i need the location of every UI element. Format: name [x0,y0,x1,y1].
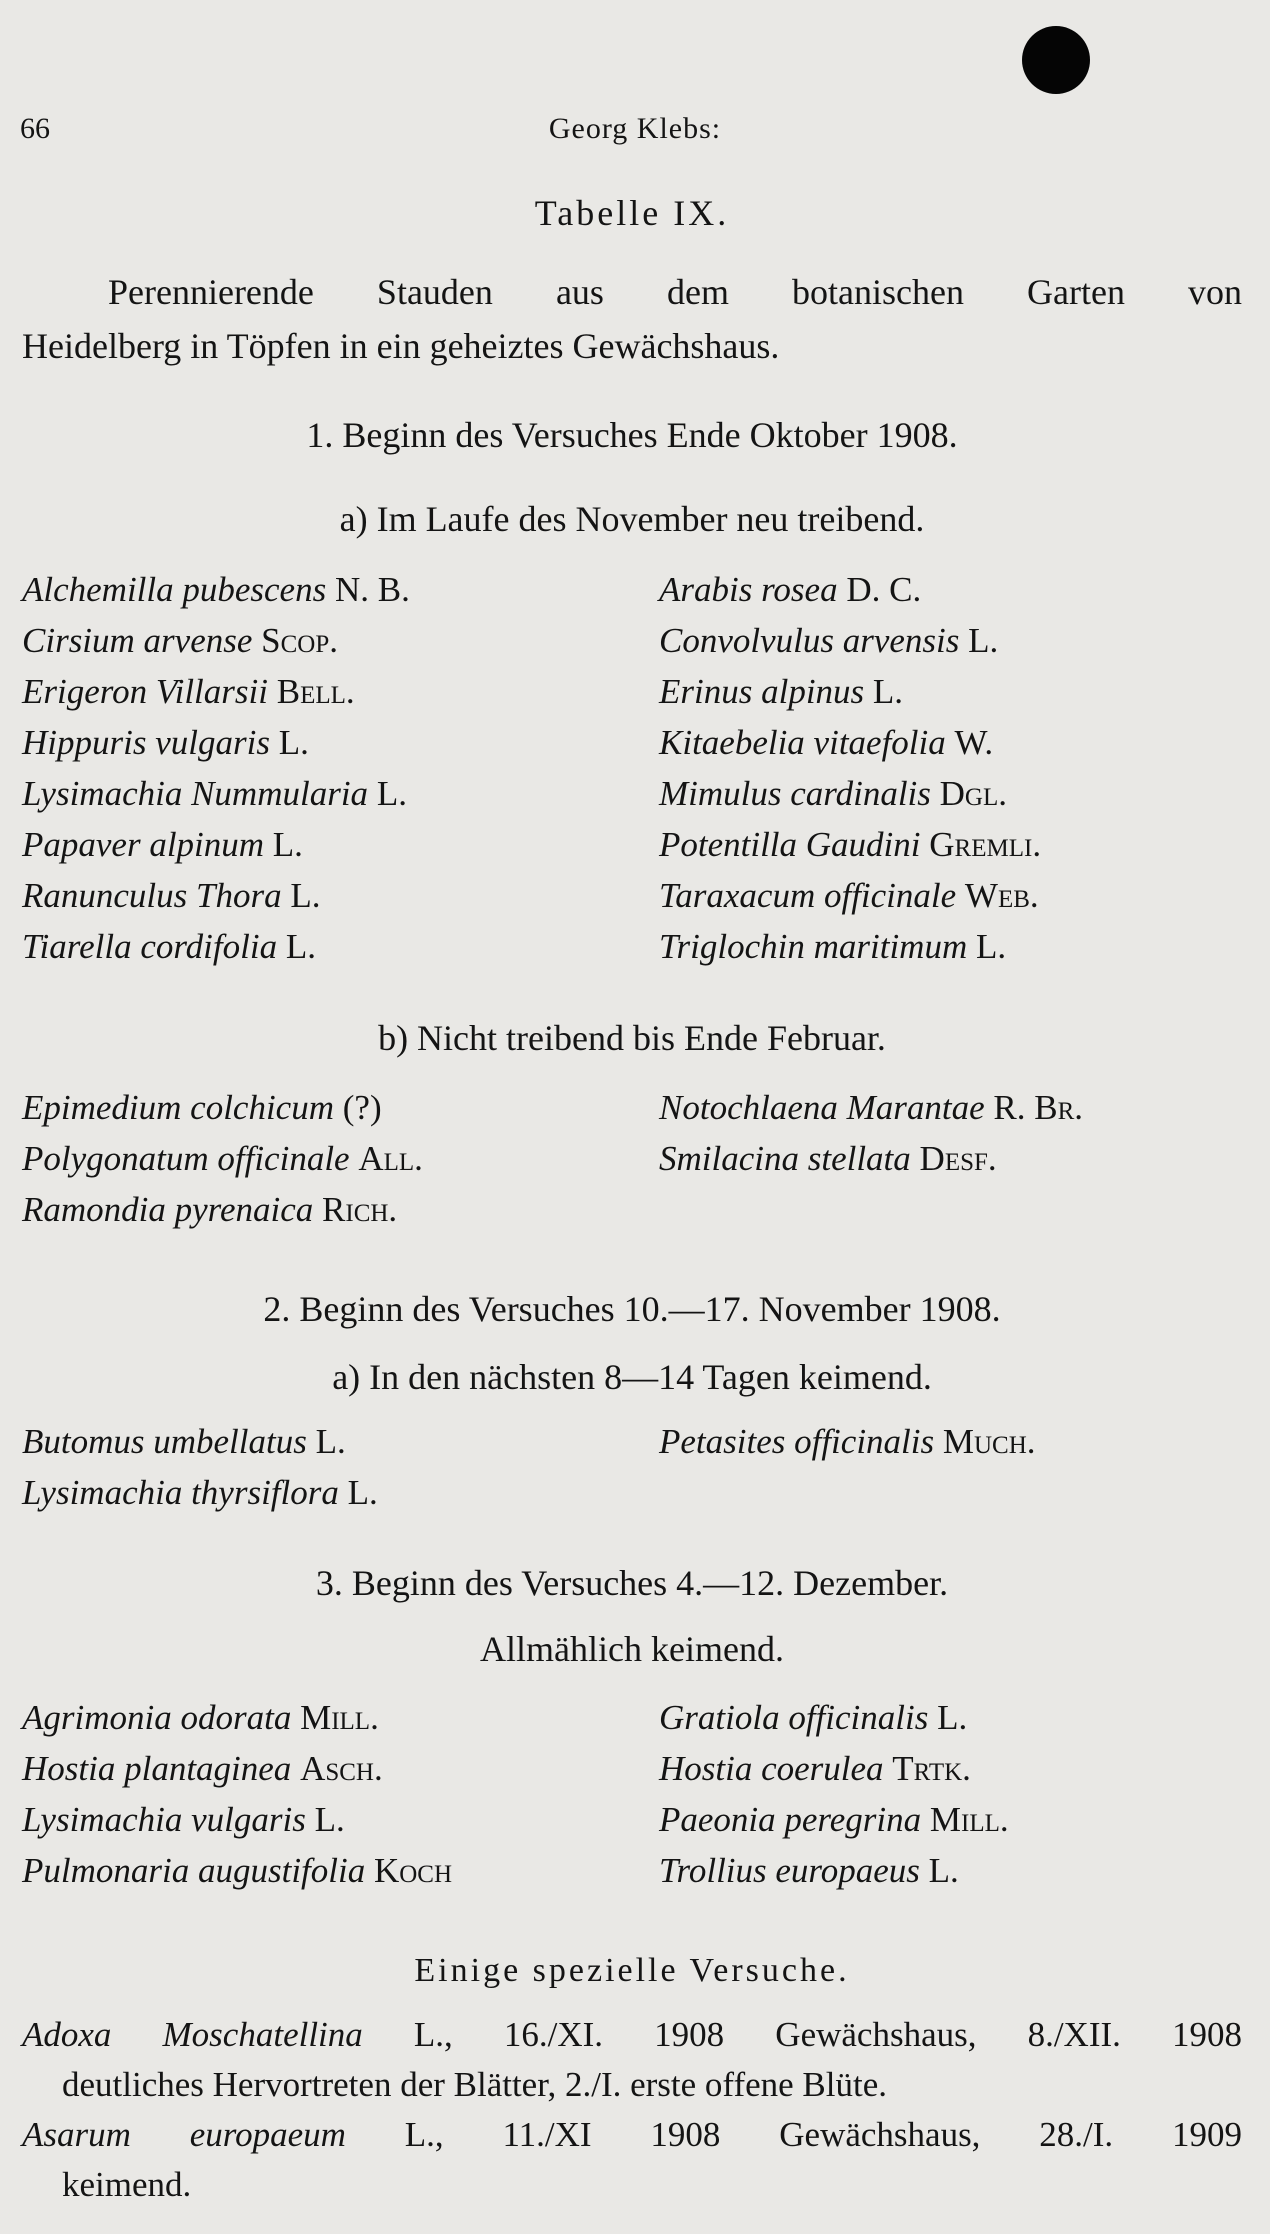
species-entry: Taraxacum officinale Web. [659,876,1039,915]
section3-subtitle: Allmählich keimend. [480,1629,784,1669]
species-entry: Convolvulus arvensis L. [659,621,999,660]
species-entry: Mimulus cardinalis Dgl. [659,774,1008,813]
species-entry: Ranunculus Thora L. [22,876,321,915]
ink-blot [1022,26,1090,94]
species-entry: Tiarella cordifolia L. [22,927,316,966]
species-entry: Trollius europaeus L. [659,1851,959,1890]
intro-line-1: Perennierende Stauden aus dem botanischen Garten von [108,272,1242,312]
intro-line-2: Heidelberg in Töpfen in ein geheiztes Gewächshaus. [22,326,780,366]
species-entry: Cirsium arvense Scop. [22,621,339,660]
species-entry: Smilacina stellata Desf. [659,1139,997,1178]
section1-title: 1. Beginn des Versuches Ende Oktober 1908. [306,415,958,455]
species-entry: Pulmonaria augustifolia Koch [22,1851,453,1890]
section3-title: 3. Beginn des Versuches 4.—12. Dezember. [315,1563,949,1603]
species-columns-2a [22,1416,1242,1518]
page-header [20,112,1250,152]
species-entry: Agrimonia odorata Mill. [22,1698,379,1737]
species-entry: Erigeron Villarsii Bell. [22,672,355,711]
species-entry: Gratiola officinalis L. [659,1698,968,1737]
species-entry: Alchemilla pubescens N. B. [22,570,410,609]
table-title: Tabelle IX. [534,193,730,233]
species-entry: Hostia coerulea Trtk. [659,1749,971,1788]
species-entry: Epimedium colchicum (?) [22,1088,382,1127]
species-entry: Triglochin maritimum L. [659,927,1007,966]
special-entry-line: keimend. [62,2165,192,2204]
section2-sub-a-title: a) In den nächsten 8—14 Tagen keimend. [332,1357,932,1397]
species-entry: Paeonia peregrina Mill. [659,1800,1009,1839]
special-entry-line: Adoxa Moschatellina L., 16./XI. 1908 Gewächshaus, 8./XII. 1908 [22,2015,1243,2054]
intro-paragraph [22,265,1242,373]
species-entry: Hostia plantaginea Asch. [22,1749,383,1788]
species-columns-3 [22,1692,1242,1896]
species-entry: Ramondia pyrenaica Rich. [22,1190,398,1229]
species-entry: Lysimachia vulgaris L. [22,1800,345,1839]
special-entry-line: deutliches Hervortreten der Blätter, 2./I. erste offene Blüte. [62,2065,887,2104]
species-entry: Notochlaena Marantae R. Br. [659,1088,1084,1127]
running-head: Georg Klebs: [548,112,722,145]
species-entry: Polygonatum officinale All. [22,1139,423,1178]
special-entry-line: Asarum europaeum L., 11./XI 1908 Gewächshaus, 28./I. 1909 [22,2115,1242,2154]
species-entry: Potentilla Gaudini Gremli. [659,825,1042,864]
species-entry: Lysimachia Nummularia L. [22,774,407,813]
species-entry: Hippuris vulgaris L. [22,723,309,762]
species-entry: Papaver alpinum L. [22,825,303,864]
special-entries [22,2010,1242,2210]
page-number: 66 [20,112,50,145]
species-entry: Erinus alpinus L. [659,672,904,711]
special-title: Einige spezielle Versuche. [414,1952,850,1989]
section1-sub-b-title: b) Nicht treibend bis Ende Februar. [378,1018,886,1058]
species-entry: Lysimachia thyrsiflora L. [22,1473,378,1512]
section2-title: 2. Beginn des Versuches 10.—17. November 1908. [263,1289,1001,1329]
species-entry: Arabis rosea D. C. [659,570,922,609]
section1-sub-a-title: a) Im Laufe des November neu treibend. [339,499,925,539]
species-entry: Kitaebelia vitaefolia W. [659,723,994,762]
species-columns-1b [22,1082,1242,1235]
species-columns-1a [22,564,1242,972]
species-entry: Petasites officinalis Much. [659,1422,1036,1461]
species-entry: Butomus umbellatus L. [22,1422,346,1461]
